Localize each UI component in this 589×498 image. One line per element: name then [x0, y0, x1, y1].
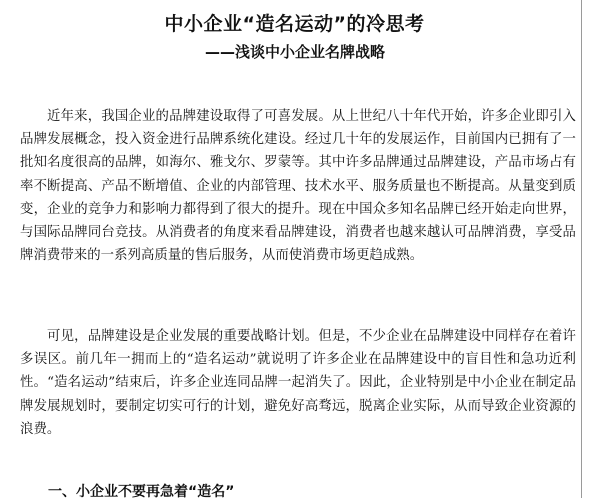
paragraph-1: 近年来，我国企业的品牌建设取得了可喜发展。从上世纪八十年代开始，许多企业即引入品牌发展概念，投入资金进行品牌系统化建设。经过几十年的发展运作，目前国内已拥有了一批知名度很高的品牌，如海尔、雅戈尔、罗蒙等。其中许多品牌通过品牌建设，产品市场占有率不断提高、产品不断增值、企业的内部管理、技术水平、服务质量也不断提高。从量变到质变，企业的竞争力和影响力都得到了很大的提升。现在中国众多知名品牌已经开始走向世界，与国际品牌同台竞技。从消费者的角度来看品牌建设，消费者也越来越认可品牌消费，享受品牌消费带来的一系列高质量的售后服务，从而使消费市场更趋成熟。: [20, 109, 576, 264]
document-title: 中小企业“造名运动”的冷思考: [164, 13, 425, 35]
section-heading-1: 一、小企业不要再急着“造名”: [48, 484, 235, 498]
paragraph-2: 可见，品牌建设是企业发展的重要战略计划。但是，不少企业在品牌建设中同样存在着许多误区。前几年一拥而上的“造名运动”就说明了许多企业在品牌建设中的盲目性和急功近利性。“造名运动”结束后，许多企业连同品牌一起消失了。因此，企业特别是中小企业在制定品牌发展规划时，要制定切实可行的计划，避免好高骛远，脱离企业实际，从而导致企业资源的浪费。: [20, 329, 576, 437]
document-subtitle: ——浅谈中小企业名牌战略: [205, 43, 386, 61]
page-edge-border: [581, 0, 589, 498]
